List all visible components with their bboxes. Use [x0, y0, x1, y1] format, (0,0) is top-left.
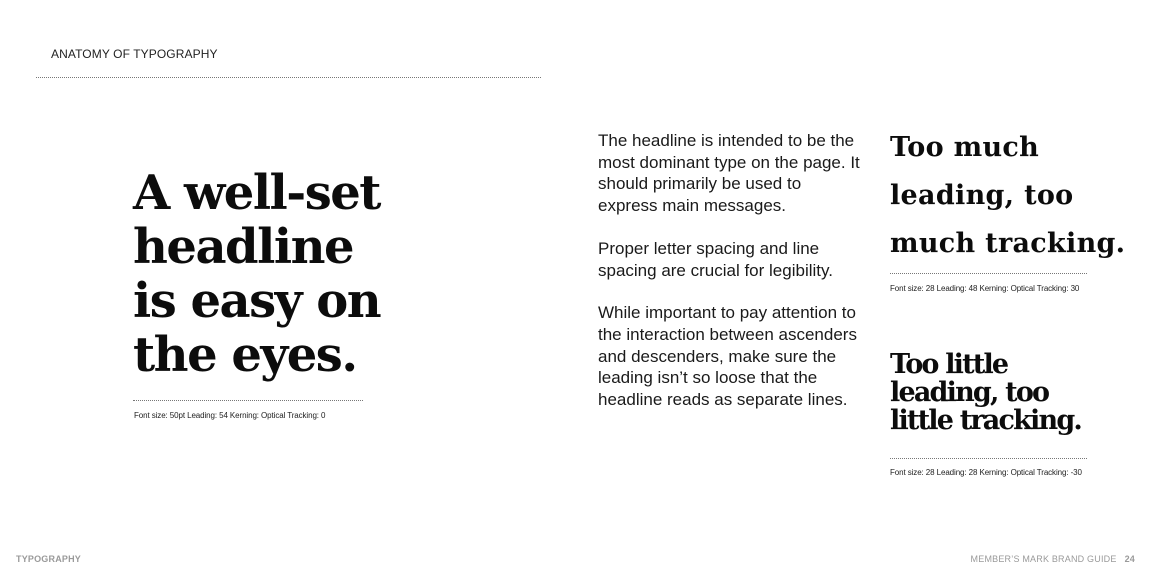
- hero-divider: [133, 400, 363, 401]
- example-loose-divider: [890, 273, 1087, 274]
- footer-guide-name: MEMBER’S MARK BRAND GUIDE: [970, 554, 1117, 564]
- page-number: 24: [1124, 554, 1135, 564]
- example-line: Too little: [890, 349, 1008, 380]
- header-divider: [36, 77, 541, 78]
- example-tight-specs: Font size: 28 Leading: 28 Kerning: Optical Tracking: -30: [890, 468, 1082, 477]
- footer-guide: [971, 554, 1135, 564]
- example-tight-divider: [890, 458, 1087, 459]
- hero-headline-line: the eyes.: [133, 327, 357, 383]
- footer-section-label: TYPOGRAPHY: [16, 554, 82, 564]
- hero-headline-line: is easy on: [133, 273, 381, 329]
- example-loose-headline: [890, 124, 1135, 268]
- example-line: little tracking.: [890, 405, 1081, 436]
- hero-specs: Font size: 50pt Leading: 54 Kerning: Optical Tracking: 0: [134, 411, 326, 420]
- hero-headline-line: headline: [133, 219, 354, 275]
- body-paragraph: While important to pay attention to the interaction between ascenders and descenders, make sure the leading isn’t so loose that the headline reads as separate lines.: [598, 303, 857, 410]
- hero-headline-line: A well-set: [133, 165, 380, 221]
- example-loose-specs: Font size: 28 Leading: 48 Kerning: Optical Tracking: 30: [890, 284, 1080, 293]
- body-copy: [598, 130, 863, 432]
- body-paragraph: Proper letter spacing and line spacing are crucial for legibility.: [598, 238, 833, 280]
- example-line: Too much: [890, 132, 1040, 163]
- example-tight-headline: [890, 351, 1135, 435]
- section-title: ANATOMY OF TYPOGRAPHY: [51, 47, 218, 61]
- hero-headline: [133, 166, 493, 382]
- example-line: leading, too: [890, 180, 1074, 211]
- body-paragraph: The headline is intended to be the most dominant type on the page. It should primarily be used to express main messages.: [598, 131, 860, 216]
- example-line: much tracking.: [890, 228, 1126, 259]
- example-line: leading, too: [890, 377, 1049, 408]
